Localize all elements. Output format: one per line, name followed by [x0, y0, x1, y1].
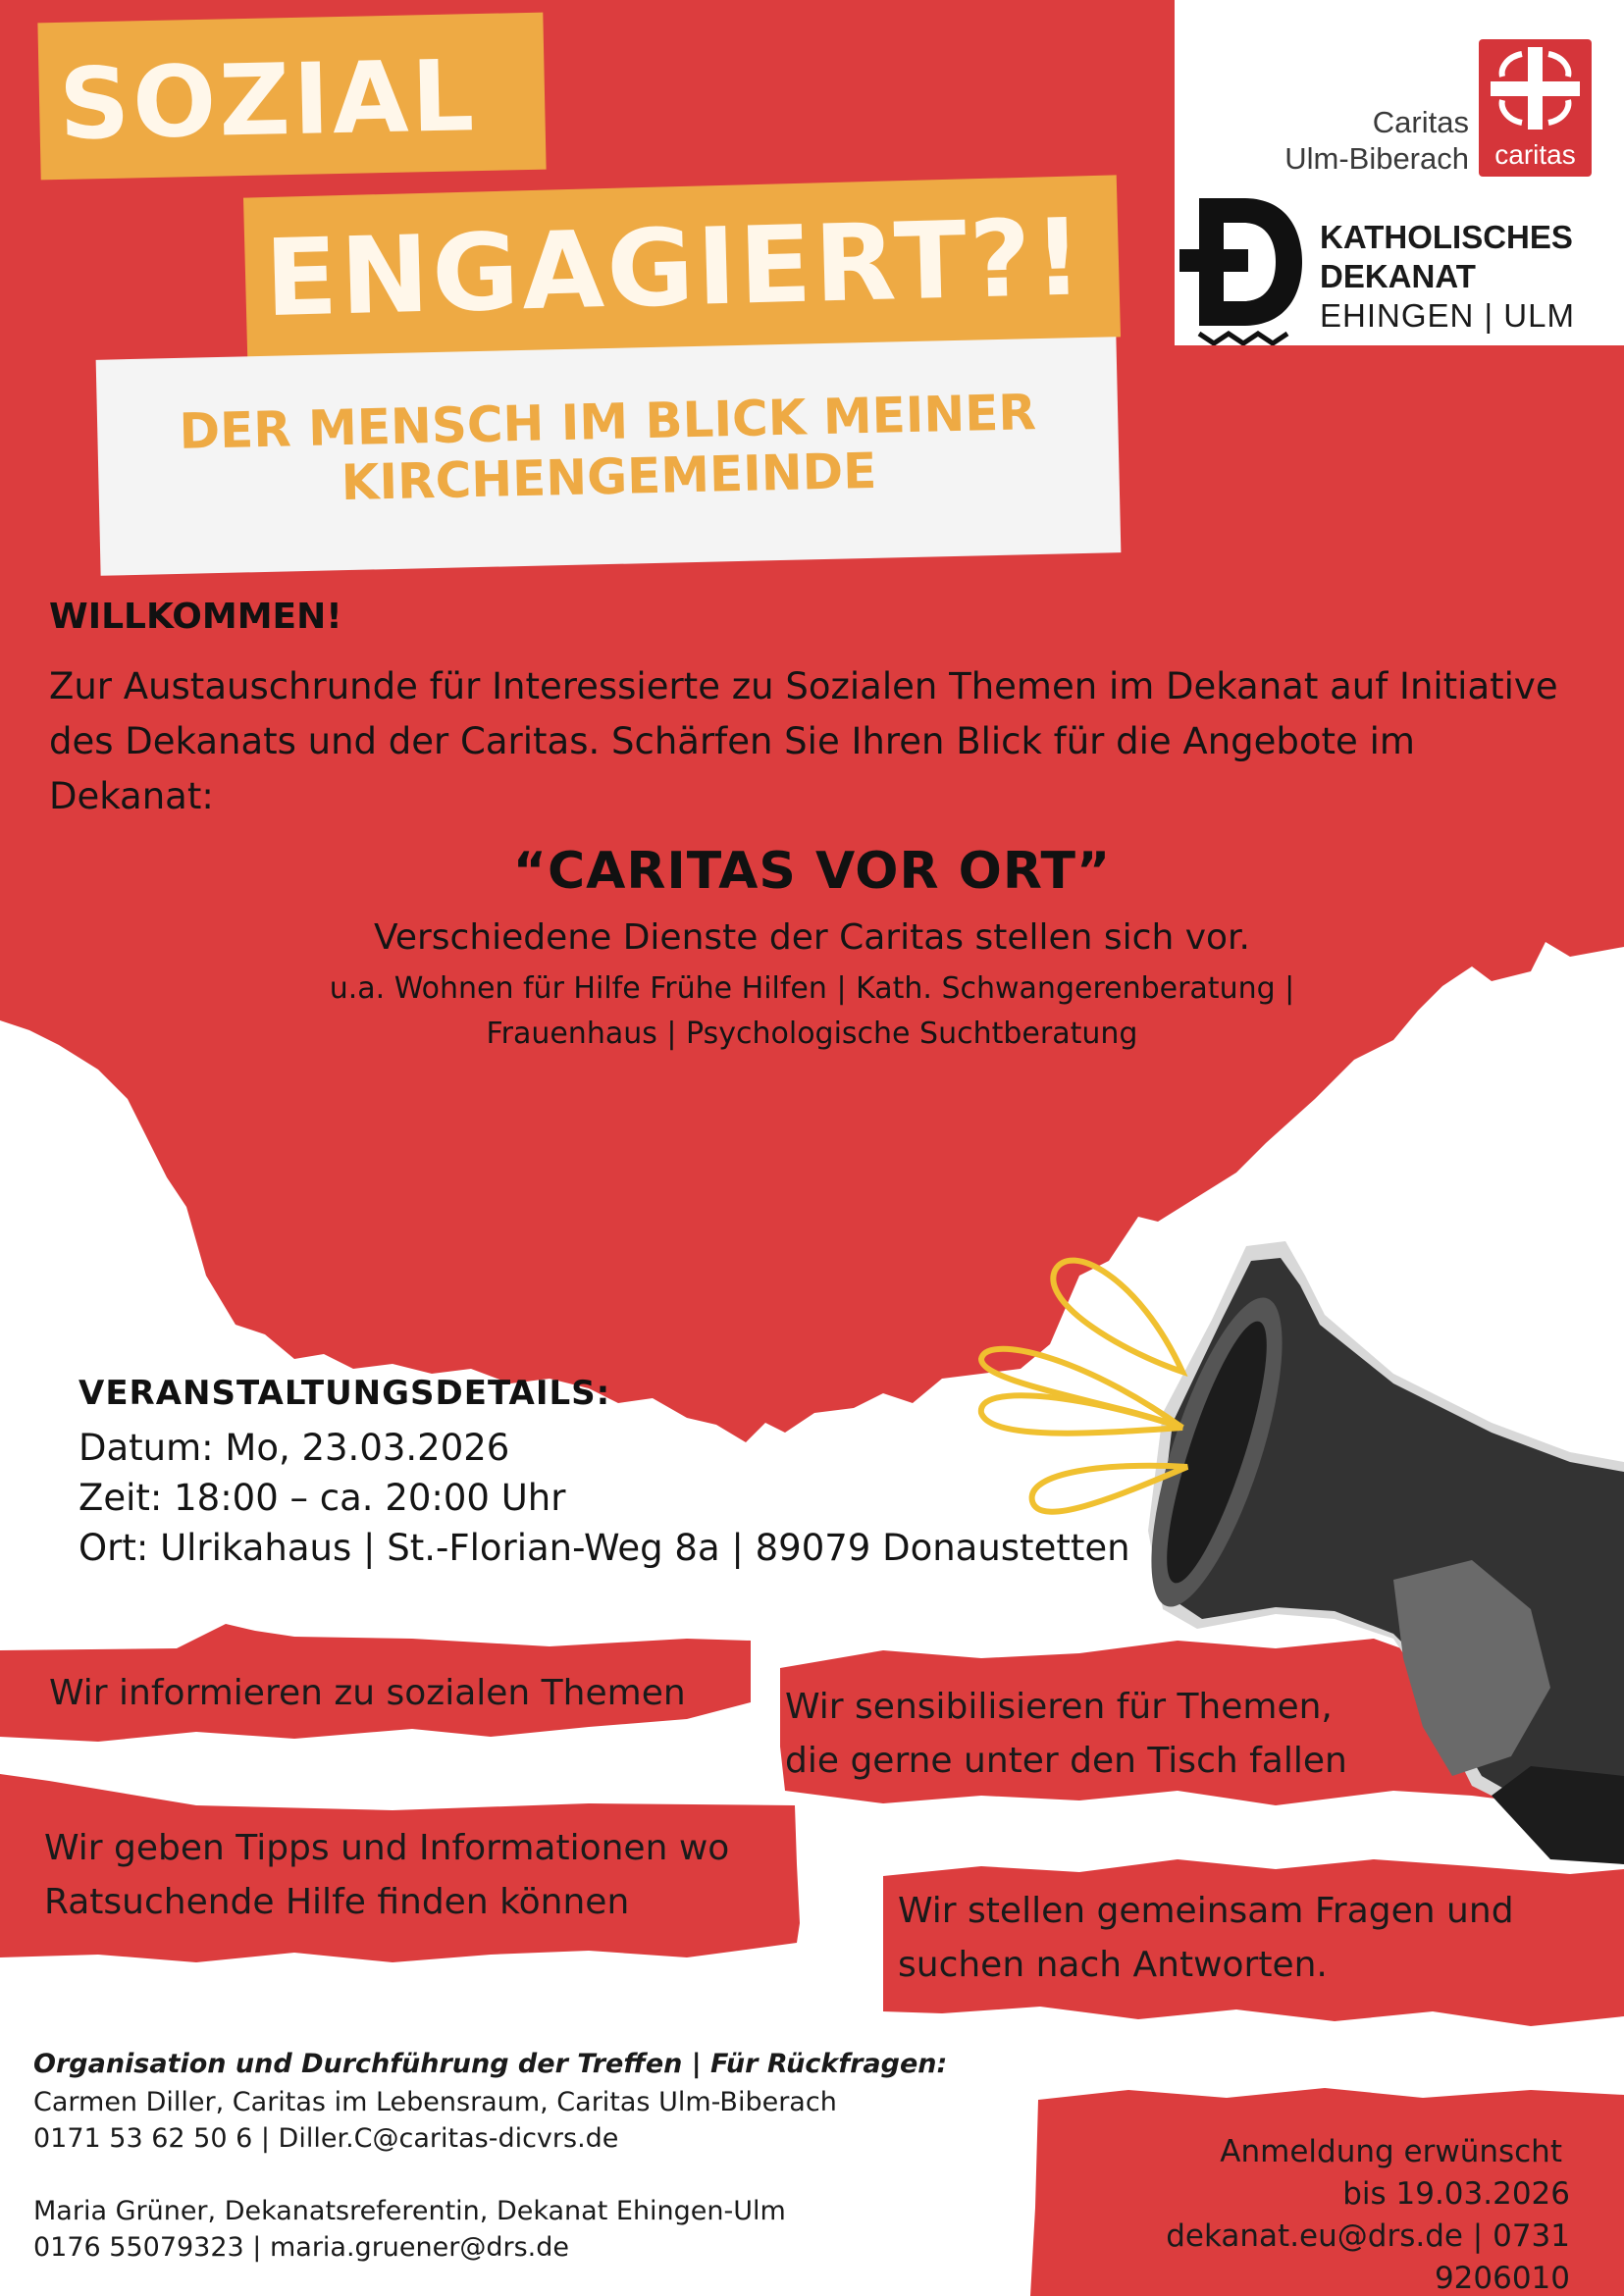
feature-line3: Frauenhaus | Psychologische Suchtberatung: [486, 1017, 1138, 1051]
caritas-name-line1: Caritas: [1372, 105, 1469, 139]
welcome-line2: des Dekanats und der Caritas. Schärfen Sie Ihren Blick für die Angebote im Dekanat:: [49, 720, 1415, 817]
details-date: Datum: Mo, 23.03.2026: [79, 1427, 510, 1469]
subtitle-line1: DER MENSCH IM BLICK MEINER: [178, 384, 1037, 460]
strip-2-line1: Wir sensibilisieren für Themen,: [785, 1687, 1333, 1727]
registration-line1: Anmeldung erwünscht: [1220, 2134, 1562, 2169]
title-line2: ENGAGIERT?!: [263, 196, 1087, 341]
feature-line2: u.a. Wohnen für Hilfe Frühe Hilfen | Kath. Schwangerenberatung |: [329, 971, 1295, 1006]
caritas-mark-text: caritas: [1494, 139, 1576, 170]
title-line2-block: [243, 175, 1121, 359]
strip-4-line2: suchen nach Antworten.: [898, 1945, 1328, 1985]
strip-4-line1: Wir stellen gemeinsam Fragen und: [898, 1891, 1514, 1931]
welcome-line1: Zur Austauschrunde für Interessierte zu Sozialen Themen im Dekanat auf Initiative: [49, 665, 1558, 707]
registration-info: [1030, 2131, 1570, 2296]
feature-list: [0, 966, 1624, 1057]
strip-3-text: [44, 1821, 729, 1929]
caritas-cross-icon: [1479, 39, 1592, 137]
dekanat-line1: KATHOLISCHES: [1320, 219, 1573, 255]
caritas-logo-mark: [1479, 39, 1592, 177]
feature-line1: Verschiedene Dienste der Caritas stellen sich vor.: [374, 917, 1250, 958]
registration-line3: dekanat.eu@drs.de | 0731 9206010: [1166, 2218, 1570, 2296]
details-time: Zeit: 18:00 – ca. 20:00 Uhr: [79, 1477, 566, 1519]
contact2-line2: 0176 55079323 | maria.gruener@drs.de: [33, 2232, 569, 2263]
welcome-heading: WILLKOMMEN!: [49, 597, 342, 637]
details-place: Ort: Ulrikahaus | St.-Florian-Weg 8a | 89079 Donaustetten: [79, 1527, 1130, 1569]
dekanat-d-logo-icon: [1179, 188, 1307, 345]
title-line1-block: [37, 13, 546, 181]
subtitle-line2: KIRCHENGEMEINDE: [341, 442, 877, 512]
caritas-name: [1233, 104, 1469, 177]
dekanat-name: [1320, 218, 1624, 336]
title-line1: SOZIAL: [57, 38, 479, 162]
subtitle-block: [96, 337, 1122, 576]
contact1-line1: Carmen Diller, Caritas im Lebensraum, Caritas Ulm-Biberach: [33, 2087, 837, 2117]
footer-heading: Organisation und Durchführung der Treffen | Für Rückfragen:: [33, 2049, 948, 2079]
feature-heading: “CARITAS VOR ORT”: [512, 842, 1112, 901]
strip-1-text: Wir informieren zu sozialen Themen: [49, 1673, 686, 1713]
registration-line2: bis 19.03.2026: [1342, 2176, 1570, 2212]
strip-3-line1: Wir geben Tipps und Informationen wo: [44, 1828, 730, 1868]
contact1-line2: 0171 53 62 50 6 | Diller.C@caritas-dicvrs.de: [33, 2123, 619, 2154]
details-list: [79, 1423, 1158, 1573]
details-heading: VERANSTALTUNGSDETAILS:: [79, 1374, 611, 1413]
dekanat-line3: EHINGEN | ULM: [1320, 297, 1575, 334]
strip-4-text: [898, 1884, 1514, 1992]
footer-contacts: [33, 2046, 1015, 2266]
strip-2-text: [785, 1680, 1347, 1788]
logo-panel: [1175, 0, 1624, 345]
welcome-text: [49, 659, 1580, 824]
dekanat-line2: DEKANAT: [1320, 258, 1476, 294]
strip-3-line2: Ratsuchende Hilfe finden können: [44, 1882, 630, 1922]
strip-2-line2: die gerne unter den Tisch fallen: [785, 1741, 1347, 1781]
contact2-line1: Maria Grüner, Dekanatsreferentin, Dekanat Ehingen-Ulm: [33, 2196, 786, 2226]
caritas-name-line2: Ulm-Biberach: [1284, 141, 1469, 176]
